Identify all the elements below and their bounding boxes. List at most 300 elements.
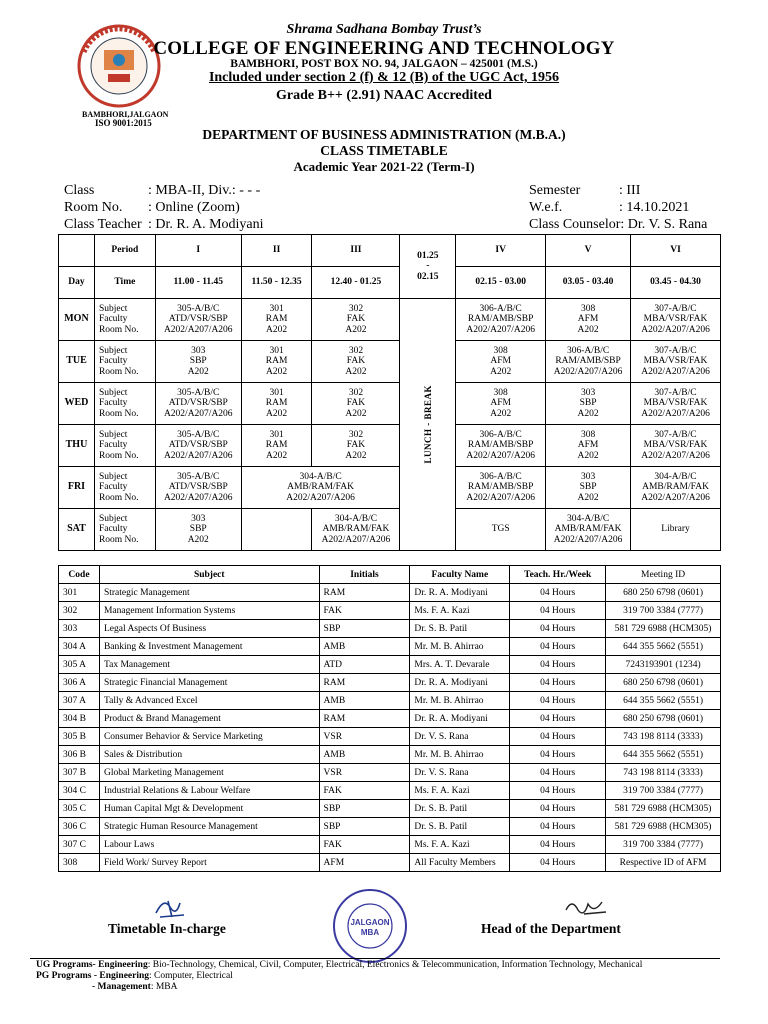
period-cell [241,509,312,551]
subjects-cell: 04 Hours [510,710,606,728]
subjects-row [59,656,721,674]
cell-line: A202 [266,324,288,335]
timetable-row-wed [59,383,721,425]
subjects-cell: 306 C [59,818,100,836]
timetable-row-tue [59,341,721,383]
cell-line: 308 [580,303,596,314]
cell-line: RAM/AMB/SBP [467,314,534,325]
period-cell [546,299,631,341]
time-1: 11.00 - 11.45 [155,267,241,299]
naac-grade: Grade B++ (2.91) NAAC Accredited [276,88,492,103]
cell-line: FAK [346,398,366,409]
cell-line: FAK [346,440,366,451]
cell-line: 303 [191,345,206,356]
subjects-cell: 04 Hours [510,764,606,782]
cell-line: AFM [490,398,511,409]
period-cell [456,425,546,467]
period-cell [155,383,241,425]
class-info-left [64,182,264,233]
subjects-cell: 7243193901 (1234) [606,656,721,674]
row-label: Faculty [98,440,128,451]
subjects-row [59,836,721,854]
subjects-cell: AMB [319,692,410,710]
cell-line: A202/A207/A206 [466,324,535,335]
subjects-cell: 304 A [59,638,100,656]
row-label: Subject [98,429,128,440]
cell-line: A202/A207/A206 [641,366,710,377]
cell-line: 305-A/B/C [177,387,220,398]
footer-mgmt-value: : MBA [150,982,178,992]
period-3: III [312,235,400,267]
timetable-row-thu [59,425,721,467]
subjects-cell: 307 A [59,692,100,710]
cell-line: 307-A/B/C [654,303,697,314]
cell-line: 307-A/B/C [654,345,697,356]
footer-mgmt [92,982,178,992]
iso-label: ISO 9001:2015 [95,118,152,128]
row-labels [94,467,155,509]
break-time [400,235,456,299]
subjects-cell: 302 [59,602,100,620]
row-label: Room No. [98,366,139,377]
cell-line: 301 [269,429,284,440]
subjects-cell: Strategic Management [99,584,319,602]
subjects-cell: Dr. V. S. Rana [410,764,510,782]
cell-line: AFM [577,314,599,325]
day-cell: THU [59,425,95,467]
subjects-cell: RAM [319,710,410,728]
day-cell: MON [59,299,95,341]
row-label: Subject [98,345,128,356]
subjects-cell: 680 250 6798 (0601) [606,710,721,728]
subjects-cell: 301 [59,584,100,602]
row-label: Faculty [98,482,128,493]
subjects-cell: FAK [319,602,410,620]
row-label: Room No. [98,324,139,335]
cell-line: 305-A/B/C [177,429,220,440]
subjects-cell: 04 Hours [510,638,606,656]
cell-line: A202 [577,324,599,335]
semester-label: Semester [529,183,581,198]
cell-line: A202/A207/A206 [321,534,391,545]
subjects-row [59,638,721,656]
subjects-cell: FAK [319,836,410,854]
footer-pg-label: PG Programs - Engineering [36,971,150,981]
time-3: 12.40 - 01.25 [312,267,400,299]
footer-divider [30,958,720,959]
cell-line: AMB/RAM/FAK [554,524,622,535]
subjects-cell: 743 198 8114 (3333) [606,764,721,782]
subjects-cell: AMB [319,746,410,764]
subjects-row [59,620,721,638]
subjects-cell: 04 Hours [510,674,606,692]
cell-line: A202 [345,450,367,461]
cell-line: AFM [577,440,599,451]
subjects-cell: 581 729 6988 (HCM305) [606,620,721,638]
row-label: Faculty [98,356,128,367]
time-2: 11.50 - 12.35 [241,267,312,299]
subjects-cell: AMB [319,638,410,656]
department-stamp [330,888,410,969]
period-cell [456,299,546,341]
timetable-row-fri [59,467,721,509]
subjects-cell: SBP [319,800,410,818]
period-cell [456,383,546,425]
subjects-cell: Consumer Behavior & Service Marketing [99,728,319,746]
teacher-value: : Dr. R. A. Modiyani [148,217,264,232]
subjects-cell: Mr. M. B. Ahirrao [410,638,510,656]
subjects-cell: 04 Hours [510,602,606,620]
subjects-cell: 305 C [59,800,100,818]
subjects-cell: 04 Hours [510,854,606,872]
subjects-table [58,565,721,872]
period-cell [631,509,721,551]
cell-line: A202 [345,408,367,419]
period-cell [456,341,546,383]
subjects-cell: 581 729 6988 (HCM305) [606,800,721,818]
cell-line: A202/A207/A206 [466,450,535,461]
cell-line: A202 [266,450,288,461]
cell-line: A202 [187,534,209,545]
subjects-cell: 04 Hours [510,728,606,746]
period-5: V [546,235,631,267]
college-name: COLLEGE OF ENGINEERING AND TECHNOLOGY [153,38,615,59]
subjects-cell: 680 250 6798 (0601) [606,584,721,602]
cell-line: SBP [189,356,207,367]
subjects-cell: 04 Hours [510,746,606,764]
cell-line: A202/A207/A206 [553,366,623,377]
cell-line: A202/A207/A206 [163,492,233,503]
room-value: : Online (Zoom) [148,200,240,215]
cell-line: 307-A/B/C [654,429,697,440]
cell-line: A202 [577,408,599,419]
row-label: Faculty [98,314,128,325]
period-cell [241,467,400,509]
cell-line: Library [661,524,690,535]
cell-line: 306-A/B/C [479,303,522,314]
time-header: Time [94,267,155,299]
subjects-cell: 304 C [59,782,100,800]
cell-line: A202 [187,366,209,377]
cell-line: A202 [577,492,599,503]
class-info-right [529,182,707,233]
cell-line: A202/A207/A206 [163,408,233,419]
cell-line: 308 [493,345,508,356]
subjects-cell: Ms. F. A. Kazi [410,836,510,854]
footer-pg-value: : Computer, Electrical [149,971,233,981]
subjects-cell: 04 Hours [510,836,606,854]
cell-line: 301 [269,345,284,356]
period-cell [155,341,241,383]
cell-line: A202 [345,324,367,335]
break-time-dash: - [426,261,430,272]
cell-line: FAK [346,356,366,367]
row-label: Subject [98,513,128,524]
row-label: Faculty [98,524,128,535]
cell-line: 301 [269,387,284,398]
cell-line: A202/A207/A206 [641,450,710,461]
cell-line: 303 [580,471,596,482]
subjects-cell: Mr. M. B. Ahirrao [410,692,510,710]
subjects-cell: 305 B [59,728,100,746]
subjects-cell: Ms. F. A. Kazi [410,602,510,620]
row-label: Room No. [98,534,139,545]
footer-pg [36,971,233,981]
time-4: 02.15 - 03.00 [456,267,546,299]
cell-line: A202/A207/A206 [641,492,710,503]
period-1: I [155,235,241,267]
subjects-cell: Strategic Human Resource Management [99,818,319,836]
subjects-row [59,602,721,620]
row-label: Room No. [98,450,139,461]
subjects-cell: 680 250 6798 (0601) [606,674,721,692]
subjects-cell: 319 700 3384 (7777) [606,836,721,854]
cell-line: 302 [348,303,364,314]
period-cell [546,341,631,383]
period-header: Period [94,235,155,267]
logo-caption: BAMBHORI,JALGAON [82,110,169,119]
subjects-cell: VSR [319,728,410,746]
row-label: Faculty [98,398,128,409]
subjects-cell: 04 Hours [510,782,606,800]
row-labels [94,383,155,425]
cell-line: SBP [579,482,597,493]
footer-ug-label: UG Programs- Engineering [36,960,148,970]
cell-line: RAM/AMB/SBP [467,440,534,451]
semester-value: : III [619,183,641,198]
cell-line: 302 [348,387,364,398]
row-label: Room No. [98,492,139,503]
subjects-cell: RAM [319,674,410,692]
cell-line: A202/A207/A206 [641,408,710,419]
subjects-header-cell: Teach. Hr./Week [510,566,606,584]
period-cell [546,425,631,467]
period-4: IV [456,235,546,267]
subjects-cell: Tally & Advanced Excel [99,692,319,710]
subjects-cell: RAM [319,584,410,602]
subjects-cell: Sales & Distribution [99,746,319,764]
footer-ug-value: : Bio-Technology, Chemical, Civil, Computer, Electrical, Electronics & Telecommunication, Information Technology, Mechanical [147,960,643,970]
cell-line: ATD/VSR/SBP [168,440,228,451]
subjects-cell: Labour Laws [99,836,319,854]
cell-line: 306-A/B/C [479,429,522,440]
cell-line: AMB/RAM/FAK [287,482,354,493]
cell-line: A202/A207/A206 [163,450,233,461]
day-cell: TUE [59,341,95,383]
subjects-cell: VSR [319,764,410,782]
period-cell [241,341,312,383]
subjects-row [59,728,721,746]
row-labels [94,425,155,467]
subjects-cell: Dr. V. S. Rana [410,728,510,746]
subjects-cell: 306 A [59,674,100,692]
cell-line: 304-A/B/C [334,513,378,524]
period-cell [546,383,631,425]
period-6: VI [631,235,721,267]
cell-line: 302 [348,345,364,356]
subjects-cell: 04 Hours [510,818,606,836]
subjects-cell: AFM [319,854,410,872]
subjects-cell: 307 C [59,836,100,854]
subjects-cell: Banking & Investment Management [99,638,319,656]
timetable-row-mon [59,299,721,341]
subjects-cell: ATD [319,656,410,674]
period-cell [631,425,721,467]
subjects-cell: 305 A [59,656,100,674]
subjects-cell: All Faculty Members [410,854,510,872]
period-cell [631,299,721,341]
cell-line: RAM/AMB/SBP [555,356,621,367]
cell-line: 308 [493,387,508,398]
lunch-break-cell [400,299,456,551]
timetable-row-sat [59,509,721,551]
cell-line: FAK [346,314,366,325]
cell-line: MBA/VSR/FAK [643,356,708,367]
cell-line: A202/A207/A206 [553,534,623,545]
subjects-cell: 04 Hours [510,800,606,818]
subjects-cell: 308 [59,854,100,872]
period-cell [312,383,400,425]
cell-line: 308 [580,429,596,440]
teacher-label: Class Teacher [64,217,142,232]
stamp-dept: MBA [360,928,380,937]
hod-label: Head of the Department [481,921,621,936]
cell-line: A202 [490,408,512,419]
subjects-cell: 04 Hours [510,656,606,674]
row-labels [94,341,155,383]
period-cell [155,467,241,509]
time-5: 03.05 - 03.40 [546,267,631,299]
period-cell [241,383,312,425]
break-time-end: 02.15 [417,271,439,282]
subjects-cell: 644 355 5662 (5551) [606,746,721,764]
subjects-cell: SBP [319,620,410,638]
subjects-cell: 303 [59,620,100,638]
college-address: BAMBHORI, POST BOX NO. 94, JALGAON – 425001 (M.S.) [230,58,538,70]
period-cell [456,467,546,509]
cell-line: RAM [265,398,288,409]
subjects-cell: Dr. S. B. Patil [410,620,510,638]
cell-line: AMB/RAM/FAK [642,482,709,493]
row-label: Subject [98,387,128,398]
period-cell [312,425,400,467]
subjects-cell: Strategic Financial Management [99,674,319,692]
subjects-cell: 304 B [59,710,100,728]
break-time-start: 01.25 [417,250,439,261]
period-cell [456,509,546,551]
day-header: Day [59,267,95,299]
subjects-cell: 319 700 3384 (7777) [606,782,721,800]
cell-line: 304-A/B/C [654,471,697,482]
row-label: Subject [98,471,128,482]
subjects-cell: Dr. R. A. Modiyani [410,710,510,728]
cell-line: AFM [490,356,511,367]
subjects-row [59,782,721,800]
subjects-cell: Mrs. A. T. Devarale [410,656,510,674]
department-title: DEPARTMENT OF BUSINESS ADMINISTRATION (M.B.A.) [202,127,566,142]
cell-line: SBP [189,524,207,535]
subjects-cell: 306 B [59,746,100,764]
period-cell [312,509,400,551]
subjects-header-cell: Meeting ID [606,566,721,584]
period-cell [241,425,312,467]
subjects-cell: Product & Brand Management [99,710,319,728]
cell-line: MBA/VSR/FAK [643,314,708,325]
subjects-cell: Legal Aspects Of Business [99,620,319,638]
subjects-row [59,692,721,710]
class-counselor: Class Counselor: Dr. V. S. Rana [529,217,708,232]
period-cell [631,383,721,425]
subjects-row [59,854,721,872]
timetable [58,234,721,551]
lunch-break-label: LUNCH - BREAK [422,385,433,464]
cell-line: ATD/VSR/SBP [168,398,228,409]
cell-line: RAM/AMB/SBP [467,482,534,493]
subjects-cell: SBP [319,818,410,836]
document-title: CLASS TIMETABLE [320,143,448,158]
subjects-row [59,584,721,602]
period-cell [241,299,312,341]
period-cell [546,467,631,509]
cell-line: A202 [490,366,512,377]
period-cell [312,299,400,341]
subjects-row [59,674,721,692]
cell-line: A202 [266,408,288,419]
wef-value: : 14.10.2021 [619,200,690,215]
subjects-cell: Tax Management [99,656,319,674]
class-label: Class [64,183,95,198]
period-cell [631,341,721,383]
cell-line: 307-A/B/C [654,387,697,398]
cell-line: ATD/VSR/SBP [168,482,228,493]
subjects-row [59,818,721,836]
period-cell [155,425,241,467]
subjects-cell: 581 729 6988 (HCM305) [606,818,721,836]
subjects-row [59,800,721,818]
period-cell [155,509,241,551]
subjects-cell: 319 700 3384 (7777) [606,602,721,620]
cell-line: ATD/VSR/SBP [168,314,228,325]
subjects-cell: Dr. S. B. Patil [410,800,510,818]
period-cell [546,509,631,551]
stamp-city: JALGAON [350,918,390,927]
time-6: 03.45 - 04.30 [631,267,721,299]
subjects-cell: 04 Hours [510,584,606,602]
cell-line: 302 [348,429,364,440]
subjects-cell: Dr. R. A. Modiyani [410,584,510,602]
cell-line: AMB/RAM/FAK [322,524,390,535]
day-cell: SAT [59,509,95,551]
ugc-statement: Included under section 2 (f) & 12 (B) of the UGC Act, 1956 [208,70,560,85]
row-labels [94,509,155,551]
row-label: Room No. [98,408,139,419]
period-cell [631,467,721,509]
row-labels [94,299,155,341]
cell-line: A202/A207/A206 [286,492,355,503]
room-label: Room No. [64,200,123,215]
cell-line: 303 [580,387,596,398]
subjects-cell: Industrial Relations & Labour Welfare [99,782,319,800]
day-cell: WED [59,383,95,425]
subjects-cell: Dr. S. B. Patil [410,818,510,836]
subjects-row [59,710,721,728]
subjects-cell: FAK [319,782,410,800]
subjects-row [59,746,721,764]
subjects-cell: 743 198 8114 (3333) [606,728,721,746]
subjects-header-cell: Code [59,566,100,584]
period-cell [312,341,400,383]
subjects-cell: Global Marketing Management [99,764,319,782]
